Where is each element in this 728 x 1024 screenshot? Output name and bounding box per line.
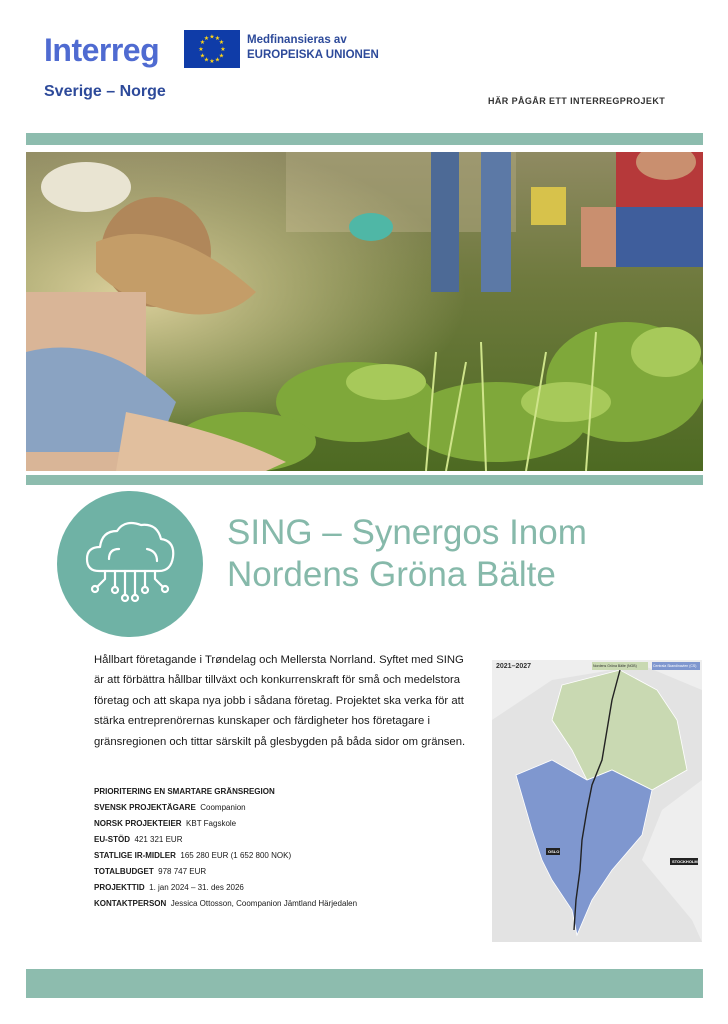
project-facts — [94, 784, 474, 912]
map-city-oslo: OSLO — [548, 849, 560, 854]
photo-divider-bar — [26, 475, 703, 485]
eu-flag-icon — [184, 30, 240, 68]
svg-text:★: ★ — [209, 33, 215, 41]
fact-row: TOTALBUDGET 978 747 EUR — [94, 867, 207, 876]
interreg-logo-subtitle: Sverige – Norge — [44, 83, 166, 100]
svg-text:★: ★ — [214, 56, 221, 64]
project-description: Hållbart företagande i Trøndelag och Mellersta Norrland. Syftet med SING är att förbättra hållbar tillväxt och konkurrenskraft för små och medelstora företag och att skapa nya jobb i sådana företag. Projektet ska verka för att stärka entreprenörernas kunskaper och färdigheter hos företagare i gränsregionen och tittar särskilt på glesbygden på båda sidor om gränsen. — [94, 654, 466, 748]
svg-text:★: ★ — [218, 39, 225, 46]
fact-row: STATLIGE IR-MIDLER 165 280 EUR (1 652 800 NOK) — [94, 851, 292, 860]
eu-cofinanced-text — [247, 33, 379, 63]
svg-text:★: ★ — [203, 35, 210, 42]
project-title — [227, 512, 697, 596]
program-area-map — [492, 660, 702, 942]
fact-row: SVENSK PROJEKTÄGARE Coompanion — [94, 803, 246, 812]
svg-text:★: ★ — [203, 56, 210, 64]
svg-text:★: ★ — [199, 52, 206, 60]
map-city-stockholm: STOCKHOLM — [672, 859, 698, 864]
svg-text:★: ★ — [209, 58, 215, 65]
title-line-2: Nordens Gröna Bälte — [227, 555, 556, 594]
fact-row: EU-STÖD 421 321 EUR — [94, 835, 183, 844]
svg-text:★: ★ — [214, 35, 221, 42]
cloud-network-icon — [57, 491, 203, 637]
bottom-footer-bar — [26, 969, 703, 998]
svg-text:★: ★ — [220, 46, 226, 53]
eu-line-1: Medfinansieras av — [247, 34, 347, 46]
svg-text:★: ★ — [218, 52, 225, 60]
title-line-1: SING – Synergos Inom — [227, 513, 587, 552]
map-legend-south: Centrala Skandinavien (CS) — [653, 664, 697, 668]
map-legend-north: Nordens Gröna Bälte (NGB) — [593, 664, 637, 668]
fact-row: NORSK PROJEKTEIER KBT Fagskole — [94, 819, 237, 828]
map-period: 2021–2027 — [496, 663, 532, 670]
garden-photo — [26, 152, 703, 471]
fact-row: PROJEKTTID 1. jan 2024 – 31. des 2026 — [94, 883, 244, 892]
project-tagline: HÄR PÅGÅR ETT INTERREGPROJEKT — [488, 96, 666, 106]
interreg-logo-text: Interreg — [44, 32, 160, 68]
fact-row: PRIORITERING EN SMARTARE GRÄNSREGION — [94, 787, 275, 796]
eu-line-2: EUROPEISKA UNIONEN — [247, 49, 379, 61]
fact-row: KONTAKTPERSON Jessica Ottosson, Coompanion Jämtland Härjedalen — [94, 899, 358, 908]
top-divider-bar — [26, 133, 703, 145]
svg-text:★: ★ — [199, 39, 206, 46]
svg-text:★: ★ — [198, 46, 204, 53]
